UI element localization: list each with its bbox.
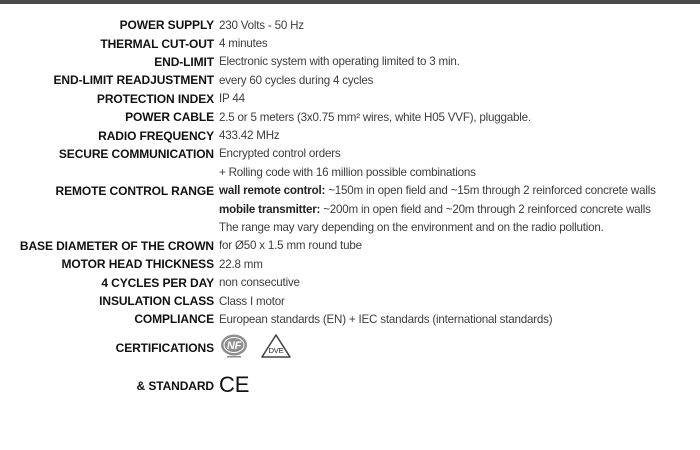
- spec-row-continuation: [0, 218, 656, 236]
- spec-row: [0, 16, 656, 34]
- ce-mark-icon: [219, 373, 253, 398]
- spec-label: COMPLIANCE: [134, 312, 214, 327]
- range-prefix: wall remote control:: [219, 184, 326, 198]
- certifications-label: CERTIFICATIONS: [115, 340, 214, 355]
- spec-label: END-LIMIT: [154, 54, 214, 69]
- spec-note: The range may vary depending on the environment and on the radio pollution.: [219, 220, 604, 234]
- spec-value: Electronic system with operating limited to 3 min.: [219, 55, 460, 69]
- spec-value: European standards (EN) + IEC standards (international standards): [219, 312, 553, 326]
- spec-value: 230 Volts - 50 Hz: [219, 18, 304, 32]
- spec-row: [0, 255, 656, 273]
- spec-value: Encrypted control orders: [219, 147, 341, 161]
- standard-row: [0, 367, 656, 405]
- spec-row: [0, 145, 656, 163]
- range-prefix: mobile transmitter:: [219, 202, 321, 216]
- spec-value: + Rolling code with 16 million possible combinations: [219, 165, 476, 179]
- spec-row: [0, 34, 656, 52]
- spec-table: [0, 16, 656, 405]
- spec-label: SECURE COMMUNICATION: [58, 146, 214, 161]
- spec-value: non consecutive: [219, 276, 300, 290]
- dve-text: DVE: [268, 346, 284, 356]
- spec-row: [0, 90, 656, 108]
- spec-label: END-LIMIT READJUSTMENT: [53, 73, 214, 88]
- spec-value: Class I motor: [219, 294, 285, 308]
- spec-row-continuation: [0, 163, 656, 181]
- spec-label: POWER SUPPLY: [119, 18, 214, 33]
- spec-value: 433.42 MHz: [219, 129, 280, 143]
- spec-row: [0, 126, 656, 144]
- spec-value: 4 minutes: [219, 37, 268, 51]
- spec-label: REMOTE CONTROL RANGE: [55, 183, 214, 198]
- spec-row: [0, 237, 656, 255]
- spec-value: 2.5 or 5 meters (3x0.75 mm² wires, white H05 VVF), pluggable.: [219, 110, 531, 124]
- range-text: ~150m in open field and ~15m through 2 reinforced concrete walls: [325, 184, 656, 198]
- spec-value: for Ø50 x 1.5 mm round tube: [219, 239, 362, 253]
- spec-value: every 60 cycles during 4 cycles: [219, 73, 374, 87]
- spec-row: [0, 108, 656, 126]
- ce-text: CE: [219, 373, 250, 396]
- spec-label: BASE DIAMETER OF THE CROWN: [19, 238, 214, 253]
- spec-label: MOTOR HEAD THICKNESS: [61, 257, 214, 272]
- spec-label: 4 CYCLES PER DAY: [101, 275, 214, 290]
- spec-label: INSULATION CLASS: [99, 294, 214, 309]
- spec-row: [0, 273, 656, 291]
- nf-text: NF: [226, 340, 242, 353]
- spec-value: 22.8 mm: [219, 257, 263, 271]
- spec-row-continuation: [0, 200, 656, 218]
- spec-label: POWER CABLE: [125, 110, 214, 125]
- spec-row: [0, 53, 656, 71]
- spec-row: [0, 71, 656, 89]
- spec-value: [219, 182, 656, 200]
- spec-row: [0, 292, 656, 310]
- top-rule: [0, 0, 700, 4]
- dve-mark-icon: [259, 332, 293, 363]
- spec-row: [0, 182, 656, 200]
- spec-label: RADIO FREQUENCY: [98, 128, 214, 143]
- standard-label: & STANDARD: [136, 378, 214, 393]
- range-text: ~200m in open field and ~20m through 2 reinforced concrete walls: [320, 202, 651, 216]
- spec-row: [0, 310, 656, 328]
- spec-value: [219, 200, 656, 218]
- certifications-row: [0, 329, 656, 367]
- spec-label: PROTECTION INDEX: [96, 91, 214, 106]
- certification-icons: [219, 332, 656, 363]
- spec-value: IP 44: [219, 92, 245, 106]
- spec-label: THERMAL CUT-OUT: [100, 36, 214, 51]
- nf-mark-icon: [219, 333, 249, 362]
